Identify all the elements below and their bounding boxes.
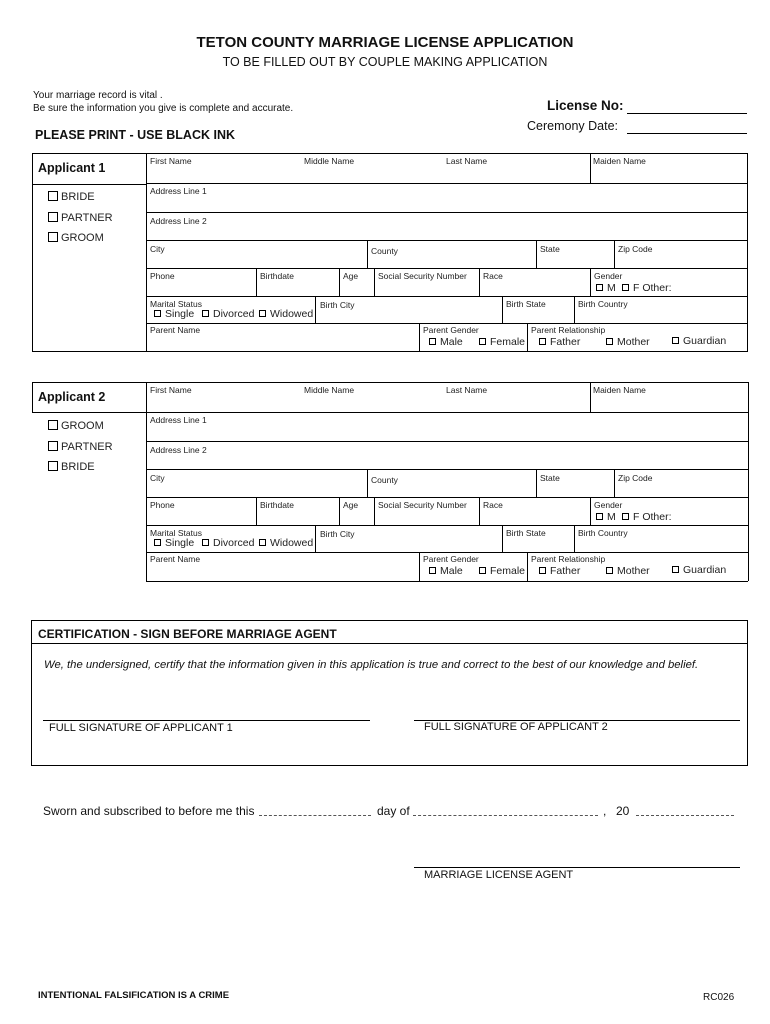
- agent-signature-line[interactable]: [414, 867, 740, 868]
- county-field[interactable]: County: [371, 246, 398, 256]
- race-field[interactable]: Race: [483, 500, 503, 510]
- checkbox-icon: [606, 338, 613, 345]
- checkbox-icon: [202, 310, 209, 317]
- gender-label: Gender: [594, 500, 623, 510]
- checkbox-icon: [539, 338, 546, 345]
- checkbox-icon: [48, 461, 58, 471]
- checkbox-icon: [479, 567, 486, 574]
- checkbox-icon: [259, 310, 266, 317]
- sworn-year-field[interactable]: [636, 815, 734, 816]
- certification-heading: CERTIFICATION - SIGN BEFORE MARRIAGE AGENT: [38, 627, 337, 641]
- parent-relationship-label: Parent Relationship: [531, 554, 606, 564]
- phone-field[interactable]: Phone: [150, 500, 175, 510]
- gender-m-checkbox[interactable]: M: [596, 282, 616, 294]
- parent-guardian-checkbox[interactable]: Guardian: [672, 335, 726, 347]
- checkbox-icon: [154, 539, 161, 546]
- last-name-field[interactable]: Last Name: [446, 156, 488, 166]
- parent-gender-label: Parent Gender: [423, 325, 479, 335]
- ssn-field[interactable]: Social Security Number: [378, 271, 467, 281]
- middle-name-field[interactable]: Middle Name: [304, 385, 355, 395]
- ceremony-date-label: Ceremony Date:: [527, 119, 619, 133]
- parent-female-checkbox[interactable]: Female: [479, 336, 525, 348]
- marital-widowed-checkbox[interactable]: Widowed: [259, 537, 313, 549]
- birth-state-field[interactable]: Birth State: [506, 299, 546, 309]
- checkbox-icon: [48, 232, 58, 242]
- marital-divorced-checkbox[interactable]: Divorced: [202, 537, 254, 549]
- marital-single-checkbox[interactable]: Single: [154, 537, 194, 549]
- role-checkbox-partner[interactable]: PARTNER: [48, 212, 113, 224]
- parent-name-field[interactable]: Parent Name: [150, 325, 201, 335]
- checkbox-icon: [596, 284, 603, 291]
- last-name-field[interactable]: Last Name: [446, 385, 488, 395]
- intro-line-2: Be sure the information you give is complete and accurate.: [33, 103, 294, 114]
- sworn-day-field[interactable]: [259, 815, 371, 816]
- gender-m-checkbox[interactable]: M: [596, 511, 616, 523]
- ceremony-date-field[interactable]: [627, 133, 747, 134]
- first-name-field[interactable]: First Name: [150, 385, 192, 395]
- checkbox-icon: [539, 567, 546, 574]
- parent-mother-checkbox[interactable]: Mother: [606, 565, 650, 577]
- form-title: TETON COUNTY MARRIAGE LICENSE APPLICATION: [196, 34, 574, 51]
- city-field[interactable]: City: [150, 244, 165, 254]
- age-field[interactable]: Age: [343, 500, 359, 510]
- parent-father-checkbox[interactable]: Father: [539, 336, 580, 348]
- address-line-1-field[interactable]: Address Line 1: [150, 415, 207, 425]
- checkbox-icon: [259, 539, 266, 546]
- checkbox-icon: [202, 539, 209, 546]
- address-line-1-field[interactable]: Address Line 1: [150, 186, 207, 196]
- birth-state-field[interactable]: Birth State: [506, 528, 546, 538]
- parent-female-checkbox[interactable]: Female: [479, 565, 525, 577]
- zip-code-field[interactable]: Zip Code: [618, 473, 653, 483]
- checkbox-icon: [48, 191, 58, 201]
- checkbox-icon: [48, 212, 58, 222]
- checkbox-icon: [154, 310, 161, 317]
- print-notice: PLEASE PRINT - USE BLACK INK: [35, 128, 236, 142]
- maiden-name-field[interactable]: Maiden Name: [593, 156, 646, 166]
- form-subtitle: TO BE FILLED OUT BY COUPLE MAKING APPLICATION: [222, 55, 548, 69]
- checkbox-icon: [596, 513, 603, 520]
- sworn-month-field[interactable]: [413, 815, 598, 816]
- intro-line-1: Your marriage record is vital .: [33, 90, 163, 101]
- form-code: RC026: [703, 992, 735, 1003]
- role-checkbox-groom[interactable]: GROOM: [48, 232, 104, 244]
- zip-code-field[interactable]: Zip Code: [618, 244, 653, 254]
- birthdate-field[interactable]: Birthdate: [260, 500, 295, 510]
- checkbox-icon: [429, 567, 436, 574]
- parent-relationship-label: Parent Relationship: [531, 325, 606, 335]
- birth-city-field[interactable]: Birth City: [320, 300, 355, 310]
- license-no-field[interactable]: [627, 113, 747, 114]
- checkbox-icon: [479, 338, 486, 345]
- role-checkbox-partner[interactable]: PARTNER: [48, 441, 113, 453]
- checkbox-icon: [672, 337, 679, 344]
- state-field[interactable]: State: [540, 244, 560, 254]
- role-checkbox-groom[interactable]: GROOM: [48, 420, 104, 432]
- agent-label: MARRIAGE LICENSE AGENT: [424, 869, 574, 881]
- gender-label: Gender: [594, 271, 623, 281]
- year-prefix: 20: [616, 804, 630, 818]
- parent-male-checkbox[interactable]: Male: [429, 565, 463, 577]
- marital-widowed-checkbox[interactable]: Widowed: [259, 308, 313, 320]
- birthdate-field[interactable]: Birthdate: [260, 271, 295, 281]
- checkbox-icon: [48, 441, 58, 451]
- first-name-field[interactable]: First Name: [150, 156, 192, 166]
- checkbox-icon: [622, 513, 629, 520]
- role-checkbox-bride[interactable]: BRIDE: [48, 461, 95, 473]
- signature-applicant-1-label: FULL SIGNATURE OF APPLICANT 1: [49, 722, 233, 734]
- parent-mother-checkbox[interactable]: Mother: [606, 336, 650, 348]
- maiden-name-field[interactable]: Maiden Name: [593, 385, 646, 395]
- day-of-label: day of: [377, 804, 410, 818]
- gender-f-other-checkbox[interactable]: F Other:: [622, 511, 672, 523]
- state-field[interactable]: State: [540, 473, 560, 483]
- sworn-comma: ,: [603, 804, 607, 818]
- checkbox-icon: [622, 284, 629, 291]
- parent-guardian-checkbox[interactable]: Guardian: [672, 564, 726, 576]
- gender-f-other-checkbox[interactable]: F Other:: [622, 282, 672, 294]
- address-line-2-field[interactable]: Address Line 2: [150, 445, 207, 455]
- parent-gender-label: Parent Gender: [423, 554, 479, 564]
- certification-frame: [31, 620, 748, 766]
- birth-country-field[interactable]: Birth Country: [578, 299, 628, 309]
- marital-single-checkbox[interactable]: Single: [154, 308, 194, 320]
- birth-country-field[interactable]: Birth Country: [578, 528, 628, 538]
- city-field[interactable]: City: [150, 473, 165, 483]
- sworn-text: Sworn and subscribed to before me this: [43, 804, 255, 818]
- parent-name-field[interactable]: Parent Name: [150, 554, 201, 564]
- marital-divorced-checkbox[interactable]: Divorced: [202, 308, 254, 320]
- parent-male-checkbox[interactable]: Male: [429, 336, 463, 348]
- signature-applicant-1-line[interactable]: [43, 720, 370, 721]
- address-line-2-field[interactable]: Address Line 2: [150, 216, 207, 226]
- race-field[interactable]: Race: [483, 271, 503, 281]
- checkbox-icon: [672, 566, 679, 573]
- marital-status-label: Marital Status: [150, 528, 202, 538]
- falsification-warning: INTENTIONAL FALSIFICATION IS A CRIME: [38, 990, 230, 1001]
- ssn-field[interactable]: Social Security Number: [378, 500, 467, 510]
- license-no-label: License No:: [547, 98, 624, 113]
- phone-field[interactable]: Phone: [150, 271, 175, 281]
- signature-applicant-2-label: FULL SIGNATURE OF APPLICANT 2: [424, 721, 608, 733]
- marital-status-label: Marital Status: [150, 299, 202, 309]
- parent-father-checkbox[interactable]: Father: [539, 565, 580, 577]
- checkbox-icon: [606, 567, 613, 574]
- county-field[interactable]: County: [371, 475, 398, 485]
- applicant-1-heading: Applicant 1: [38, 161, 106, 175]
- age-field[interactable]: Age: [343, 271, 359, 281]
- certification-statement: We, the undersigned, certify that the information given in this application is true and correct to the best of our knowledge and belief.: [44, 659, 699, 671]
- checkbox-icon: [48, 420, 58, 430]
- applicant-2-heading: Applicant 2: [38, 390, 106, 404]
- birth-city-field[interactable]: Birth City: [320, 529, 355, 539]
- middle-name-field[interactable]: Middle Name: [304, 156, 355, 166]
- role-checkbox-bride[interactable]: BRIDE: [48, 191, 95, 203]
- checkbox-icon: [429, 338, 436, 345]
